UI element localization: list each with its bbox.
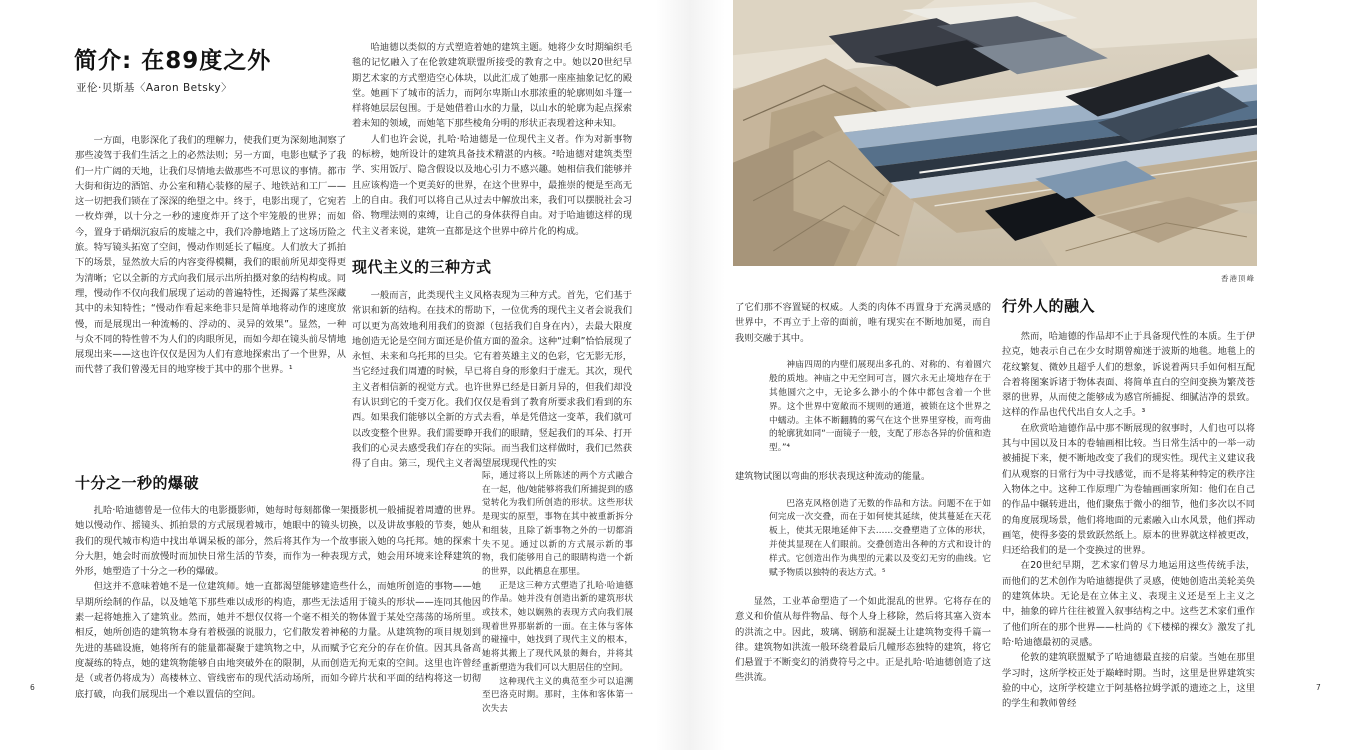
column2-paragraph: 正是这三种方式塑造了扎哈·哈迪德的作品。她并没有创造出新的建筑形状或技术，她以娴熟的表现方式向我们展现着世界那崭新的一面。在主体与客体的碰撞中，她找到了现代主义的根本，她将其搬上了现代风景的舞台，并将其重新塑造为我们可以大胆居住的空间。 [482, 580, 633, 673]
column2-continuation: 际，通过将以上所陈述的两个方式融合在一起，他/她能够将我们所捕捉到的感觉转化为我们所创造的形状。这些形状是现实的原型，事物在其中被重新拆分和组装，且除了新事物之外的一切都消失不见。通过以新的方式展示新的事物，我们能够用自己的眼睛构造一个新的世界，以此栖息在那里。 [482, 471, 633, 577]
page-number-right: 7 [1316, 683, 1321, 692]
section-heading-tenth-second: 十分之一秒的爆破 [75, 474, 200, 492]
left-column2-narrow [482, 470, 633, 717]
left-column2-middle [352, 288, 632, 472]
section-heading-outsider: 行外人的融入 [1002, 297, 1096, 315]
block-quote: 神庙四周的内壁们展现出多孔的、对称的、有着圆穴般的质地。神庙之中无空间可言，圆穴永无止境地存在于其他圆穴之中，无论多么渺小的个体中都包含着一个世界。这个世界中宽敞而不规则的通道，被锁在这个世界之中蠕动。主体不断翻腾的雾气在这个世界里穿梭，而弯曲的轮廓犹如同“一面镜子一般，支配了形态各异的价值和造型。”⁴ [769, 359, 991, 454]
right-column1 [735, 300, 991, 686]
column2-paragraph: 哈迪德以类似的方式塑造着她的建筑主题。她将少女时期编织毛毯的记忆融入了在伦敦建筑联盟所接受的教育之中。她以20世纪早期艺术家的方式塑造空心体块，以此汇成了她那一座座抽象记忆的殿堂。她画下了城市的活力，而阿尔卑斯山水那浓重的轮廓则如斗篷一样将她层层包围。于是她借着山水的力量，以山水的轮廓为起点探索着未知的领域，而她笔下那些棱角分明的形状正表现着这种未知。 [352, 42, 632, 130]
column2-paragraph: 在20世纪早期，艺术家们曾尽力地运用这些传统手法，而他们的艺术创作为哈迪德提供了灵感，使她创造出美轮美奂的建筑体块。无论是在立体主义、表现主义还是至上主义之中，抽象的碎片往往被置入叙事结构之中。这些艺术家们重作了他们所在的那个世界——杜尚的《下楼梯的裸女》激发了扎哈·哈迪德最初的灵感。 [1002, 560, 1255, 648]
continuation-paragraph: 了它们那不容置疑的权威。人类的肉体不再置身于充满灵感的世界中，不再立于上帝的面前，唯有现实在不断地加冕，而自我则交融于其中。 [735, 302, 991, 344]
peak-painting-figure [733, 0, 1257, 266]
column2-paragraph: 一般而言，此类现代主义风格表现为三种方式。首先，它们基于常识和新的结构。在技术的帮助下，一位优秀的现代主义者会说我们可以更为高效地利用我们的资源（包括我们自身在内），去最大限度地创造无论是空间方面还是价值方面的盈余。这种“过剩”恰恰展现了永恒、未来和乌托邦的旦尖。它有着英雄主义的色彩，它无影无形，当它经过我们周遭的时候，早已将自身的形象归于虚无。其次，现代主义者相信新的视觉方式。也许世界已经是日新月异的，但我们却没有认识到它的千变万化。我们仅仅是看到了教育所要求我们看到的东西。如果我们能够以全新的方式去看，单是凭借这一变革，我们就可以改变整个世界。我们需要睁开我们的眼睛，竖起我们的耳朵、打开我们的心灵去感受我们存在的实际。而当我们这样做时，我们已然获得了自由。第三，现代主义者渴望展现现代性的实 [352, 290, 632, 470]
right-column2 [1002, 329, 1255, 711]
column2-paragraph: 这种现代主义的典范至少可以追溯至巴洛克时期。那时，主体和客体第一次失去 [482, 676, 633, 714]
linking-sentence: 建筑物试图以弯曲的形状表现这种流动的能量。 [735, 471, 931, 483]
intro-column [75, 133, 346, 378]
author-line: 亚伦·贝斯基〈Aaron Betsky〉 [76, 82, 233, 94]
page-gutter [655, 0, 725, 750]
page-number-left: 6 [30, 683, 35, 692]
section1-paragraph: 但这并不意味着她不是一位建筑师。她一直都渴望能够建造些什么，而她所创造的事物——她早期所绘制的作品，以及她笔下那些难以成形的构造，那些无法适用于镜头的形状——连同其他因素一起将她推入了建筑业。然而，她并不想仅仅将一个毫不相关的物体置于某处空荡荡的场所里。相反，她所创造的建筑物本身有着极强的说服力，它们散发着神秘的力量。从建筑物的项目规划到先进的基础设施，她将所有的能量都凝聚于建筑物之中，从而赋予它充分的存在价值。因其具备高度凝练的特点，她的建筑物能够自由地突破外在的限制，从而创造无拘无束的空间。这里也许曾经是（或者仍将成为）高楼林立、管线密布的现代活动场所，而如今碎片状和平面的结构将这一切彻底打破，向我们展现出一个难以置信的空间。 [75, 581, 481, 700]
column2-paragraph: 人们也许会说，扎哈·哈迪德是一位现代主义者。作为对新事物的标榜，她所设计的建筑具备技术精湛的内核。²哈迪德对建筑类型学、实用饭厅、隐含假设以及地心引力不感兴趣。她相信我们能够并且应该构造一个更美好的世界，在这个世界中，最推崇的便是至高无上的自由。我们可以将自己从过去中解放出来，我们可以摆脱社会习俗、物理法则的束缚，让自己的身体获得自由。对于哈迪德这样的现代主义者来说，建筑一直都是这个世界中碎片化的构成。 [352, 133, 632, 237]
page-title: 简介: 在89度之外 [74, 48, 272, 74]
column2-paragraph: 伦敦的建筑联盟赋予了哈迪德最直接的启蒙。当她在那里学习时，这所学校正处于巅峰时期。当时，这里是世界建筑实验的中心，这所学校建立于阿基格拉姆学派的遗迹之上，这里的学生和教师曾经 [1002, 652, 1255, 710]
left-column2-top [352, 40, 632, 239]
section-heading-three-modernisms: 现代主义的三种方式 [352, 258, 492, 276]
block-quote: 巴洛克风格创造了无数的作品和方法。问题不在于如何完成一次交叠，而在于如何使其延续，使其蔓延在天花板上，使其无限地延伸下去……交叠塑造了立体的形状，并使其显现在人们眼前。交叠创造出各种的方式和设计的样式。它创造出作为典型的元素以及变幻无穷的曲线。它赋予物质以独特的表达方式。⁵ [769, 498, 991, 579]
intro-paragraph: 一方面，电影深化了我们的理解力，使我们更为深刻地洞察了那些凌驾于我们生活之上的必然法则；另一方面，电影也赋予了我们一片广阔的天地，让我们尽情地去做那些不可思议的事情。都市大街和街边的酒馆、办公室和精心装修的屋子、地铁站和工厂——这一切把我们锁在了深深的绝望之中。终于，电影出现了，它宛若一枚炸弹，以十分之一秒的速度炸开了这个牢笼般的世界；而如今，置身于硝烟沉寂后的废墟之中，我们冷静地踏上了这场历险之旅。特写镜头拓宽了空间，慢动作则延长了幅度。人们放大了抓拍下的场景，显然放大后的内容变得模糊，我们的眼前所见却变得更为清晰；它以全新的方式向我们展示出所拍摄对象的结构构成。同理，慢动作不仅向我们展现了运动的普遍特性，还揭露了某些深藏其中的未知特性；“慢动作看起来绝非只是简单地将动作的速度放慢，而是展现出一种流畅的、浮动的、灵异的效果”。显然，一种与众不同的特性曾不为人们的肉眼所见，而如今却在镜头前尽情地展现出来——这也许仅仅是因为人们有意地探索出了一个世界，从而代替了我们曾漫无目的地穿梭于其中的那个世界。¹ [75, 135, 346, 376]
column1-final-paragraph: 显然，工业革命塑造了一个如此混乱的世界。它将存在的意义和价值从每件物品、每个人身上移除，然后将其塞入资本的洪流之中。因此，玻璃、钢筋和混凝土让建筑物变得千篇一律。建筑物如洪流一般环绕着最后几幢形态独特的建筑，将它们悬置于不断变幻的消费符号之中。正是扎哈·哈迪德创造了这些洪流。 [735, 595, 991, 684]
column2-paragraph: 在欣赏哈迪德作品中那不断展现的叙事时，人们也可以将其与中国以及日本的卷轴画相比较。当日常生活中的一举一动被捕捉下来，便不断地改变了我们的现实性。现代主义建议我们从观察的日常行为中寻找感觉，而不是将某种特定的秩序注入物体之中。这种工作原理广为卷轴画画家所知：他们在自己的作品中辗转进出，他们聚焦于微小的细节，他们多次以不同的角度展现场景，他们将地面的元素融入山水风景，他们挥动画笔，使得多姿的景致跃然纸上。原本的世界就这样被更改，归还给我们的是一个变换过的世界。 [1002, 422, 1255, 557]
image-caption: 香港顶峰 [1221, 274, 1255, 283]
peak-painting-image [733, 0, 1257, 266]
column2-paragraph: 然而，哈迪德的作品却不止于具备现代性的本质。生于伊拉克，她表示自己在少女时期曾痴迷于波斯的地毯。地毯上的花纹繁复、微妙且超乎人们的想象，诉说着两只手如何相互配合着将图案诉诸于物体表面、将简单直白的空间变换为繁茂苍翠的世界，从而使之能够成为感官所捕捉、细腻洁净的景致。这样的作品也代代出自女人之手。³ [1002, 331, 1255, 419]
section1-paragraph: 扎哈·哈迪德曾是一位伟大的电影摄影师，她每时每刻都像一架摄影机一般捕捉着周遭的世界。她以慢动作、摇镜头、抓拍景的方式展现着城市，她眼中的镜头切换，以及讲故事般的节奏，她从我们的现代城市构造中找出单调呆板的部分，然后将其作为一个故事嵌入她的乌托邦。她的探索十分大胆，她会时而放慢时而加快日常生活的节奏，而作为一种表现方式，她会用环境来诠释建筑的外形，她塑造了十分之一秒的爆破。 [75, 505, 481, 578]
section1-text-block [75, 503, 481, 702]
